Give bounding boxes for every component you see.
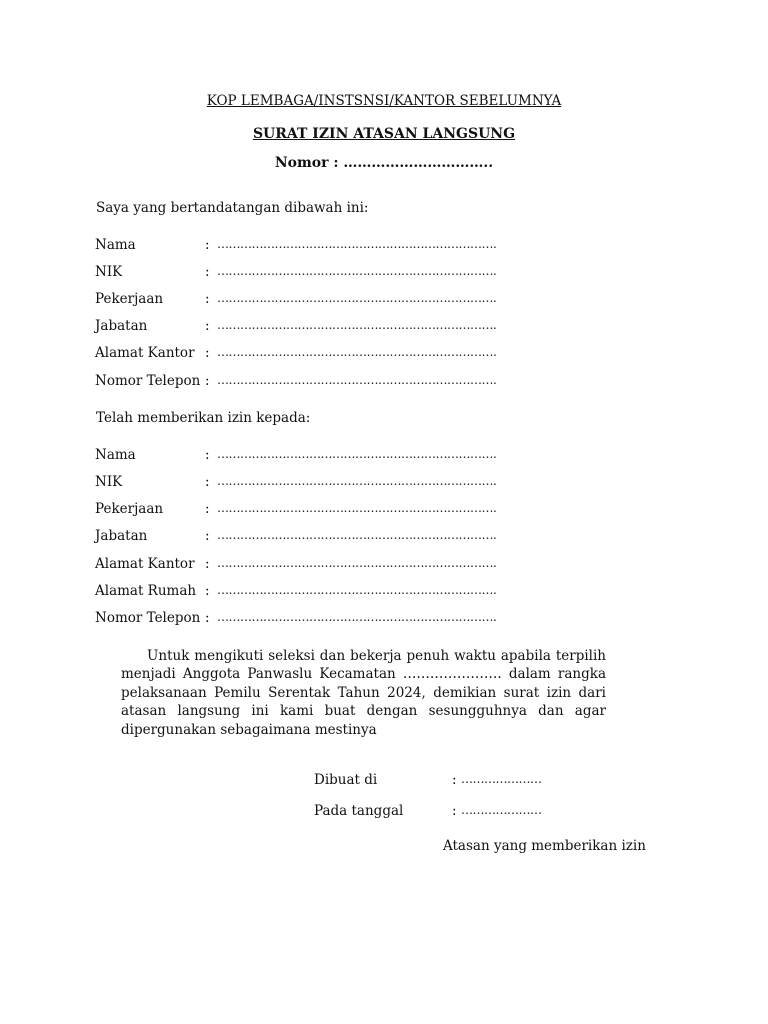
field-blank: ………………………………………………………………. bbox=[217, 474, 497, 488]
pada-tanggal-colon: : bbox=[452, 803, 457, 819]
section1-field-pekerjaan bbox=[95, 291, 515, 311]
field-colon: : bbox=[205, 237, 210, 253]
dibuat-di-blank: ………………… bbox=[461, 772, 542, 786]
field-blank: ………………………………………………………………. bbox=[217, 447, 497, 461]
field-label: Jabatan bbox=[95, 528, 148, 544]
field-label: Jabatan bbox=[95, 318, 148, 334]
field-blank: ………………………………………………………………. bbox=[217, 501, 497, 515]
field-label: Nama bbox=[95, 237, 136, 253]
field-blank: ………………………………………………………………. bbox=[217, 373, 497, 387]
field-colon: : bbox=[205, 474, 210, 490]
field-colon: : bbox=[205, 556, 210, 572]
field-colon: : bbox=[205, 528, 210, 544]
field-label: Nomor Telepon bbox=[95, 610, 201, 626]
letter-title: SURAT IZIN ATASAN LANGSUNG bbox=[252, 126, 516, 142]
field-label: Nomor Telepon bbox=[95, 373, 201, 389]
field-blank: ………………………………………………………………. bbox=[217, 528, 497, 542]
field-blank: ………………………………………………………………. bbox=[217, 556, 497, 570]
field-label: Pekerjaan bbox=[95, 291, 164, 307]
signer-title: Atasan yang memberikan izin bbox=[443, 838, 646, 854]
section2-field-alamat-rumah bbox=[95, 583, 515, 603]
field-colon: : bbox=[205, 610, 210, 626]
section2-intro: Telah memberikan izin kepada: bbox=[96, 410, 311, 426]
field-blank: ………………………………………………………………. bbox=[217, 237, 497, 251]
field-colon: : bbox=[205, 583, 210, 599]
letterhead-placeholder: KOP LEMBAGA/INSTSNSI/KANTOR SEBELUMNYA bbox=[206, 93, 562, 109]
field-label: Alamat Kantor bbox=[95, 345, 195, 361]
pada-tanggal-label: Pada tanggal bbox=[314, 803, 404, 819]
section1-field-nik bbox=[95, 264, 515, 284]
section2-field-pekerjaan bbox=[95, 501, 515, 521]
field-blank: ………………………………………………………………. bbox=[217, 345, 497, 359]
field-blank: ………………………………………………………………. bbox=[217, 583, 497, 597]
field-label: Nama bbox=[95, 447, 136, 463]
field-colon: : bbox=[205, 318, 210, 334]
letter-number: Nomor : ………………………….. bbox=[274, 155, 494, 171]
section2-field-jabatan bbox=[95, 528, 515, 548]
section1-field-alamat-kantor bbox=[95, 345, 515, 365]
field-blank: ………………………………………………………………. bbox=[217, 291, 497, 305]
section2-field-nomor-telepon bbox=[95, 610, 515, 630]
field-blank: ………………………………………………………………. bbox=[217, 610, 497, 624]
section1-field-nomor-telepon bbox=[95, 373, 515, 393]
pada-tanggal-blank: ………………… bbox=[461, 803, 542, 817]
field-blank: ………………………………………………………………. bbox=[217, 264, 497, 278]
field-colon: : bbox=[205, 501, 210, 517]
field-colon: : bbox=[205, 264, 210, 280]
field-colon: : bbox=[205, 291, 210, 307]
dibuat-di-label: Dibuat di bbox=[314, 772, 378, 788]
section2-field-nik bbox=[95, 474, 515, 494]
field-colon: : bbox=[205, 447, 210, 463]
field-label: Alamat Rumah bbox=[95, 583, 197, 599]
section2-field-alamat-kantor bbox=[95, 556, 515, 576]
body-paragraph: Untuk mengikuti seleksi dan bekerja penuh waktu apabila terpilih menjadi Anggota Panwaslu Kecamatan …………………. dalam rangka pelaksanaan Pemilu Serentak Tahun 2024, demikian surat izin dari atasan langsung ini kami buat dengan sesungguhnya dan agar dipergunakan sebagaimana mestinya bbox=[121, 648, 606, 738]
field-colon: : bbox=[205, 373, 210, 389]
section2-field-nama bbox=[95, 447, 515, 467]
section1-field-jabatan bbox=[95, 318, 515, 338]
field-label: Pekerjaan bbox=[95, 501, 164, 517]
section1-field-nama bbox=[95, 237, 515, 257]
section1-intro: Saya yang bertandatangan dibawah ini: bbox=[96, 200, 369, 216]
field-blank: ………………………………………………………………. bbox=[217, 318, 497, 332]
dibuat-di-colon: : bbox=[452, 772, 457, 788]
field-label: Alamat Kantor bbox=[95, 556, 195, 572]
field-colon: : bbox=[205, 345, 210, 361]
field-label: NIK bbox=[95, 264, 123, 280]
field-label: NIK bbox=[95, 474, 123, 490]
